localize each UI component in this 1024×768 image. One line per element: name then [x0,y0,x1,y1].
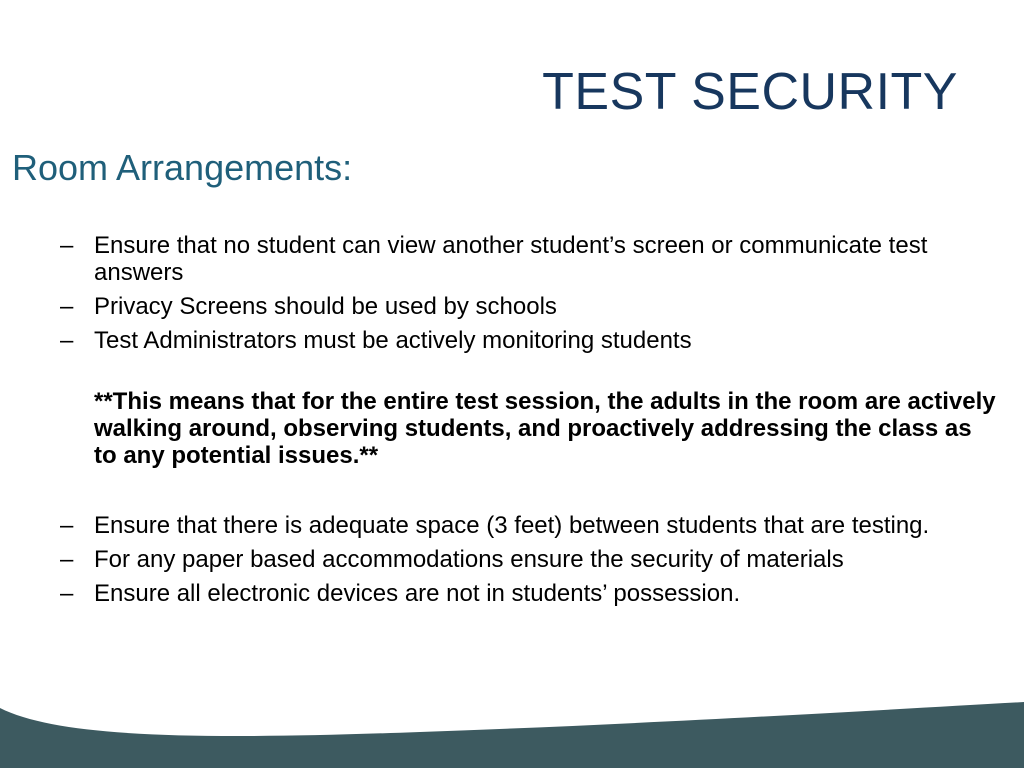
slide-title: TEST SECURITY [542,63,958,121]
list-item [60,512,1000,539]
list-item-text: Ensure that no student can view another student’s screen or communicate test answers [94,232,928,286]
bullet-dash: – [60,546,74,573]
bullet-dash: – [60,580,74,607]
bullet-dash: – [60,512,74,539]
slide-subtitle: Room Arrangements: [12,147,353,188]
footer-wave [0,688,1024,768]
bullet-dash: – [60,232,74,259]
footer-wave-shape [0,702,1024,768]
emphasis-note: **This means that for the entire test session, the adults in the room are actively walking around, observing students, and proactively addressing the class as to any potential issues.** [94,388,996,469]
list-item [60,293,1000,320]
list-item-text: Ensure all electronic devices are not in students’ possession. [94,580,741,607]
bullet-list [60,232,1000,614]
list-item-text: Test Administrators must be actively monitoring students [94,327,692,354]
list-item [60,232,1000,286]
bullet-dash: – [60,327,74,354]
list-item-text: Ensure that there is adequate space (3 feet) between students that are testing. [94,512,930,539]
list-item [60,327,1000,354]
bullet-dash: – [60,293,74,320]
list-item [60,546,1000,573]
list-item-text: Privacy Screens should be used by schools [94,293,557,320]
list-item [60,580,1000,607]
list-item-text: For any paper based accommodations ensure the security of materials [94,546,844,573]
